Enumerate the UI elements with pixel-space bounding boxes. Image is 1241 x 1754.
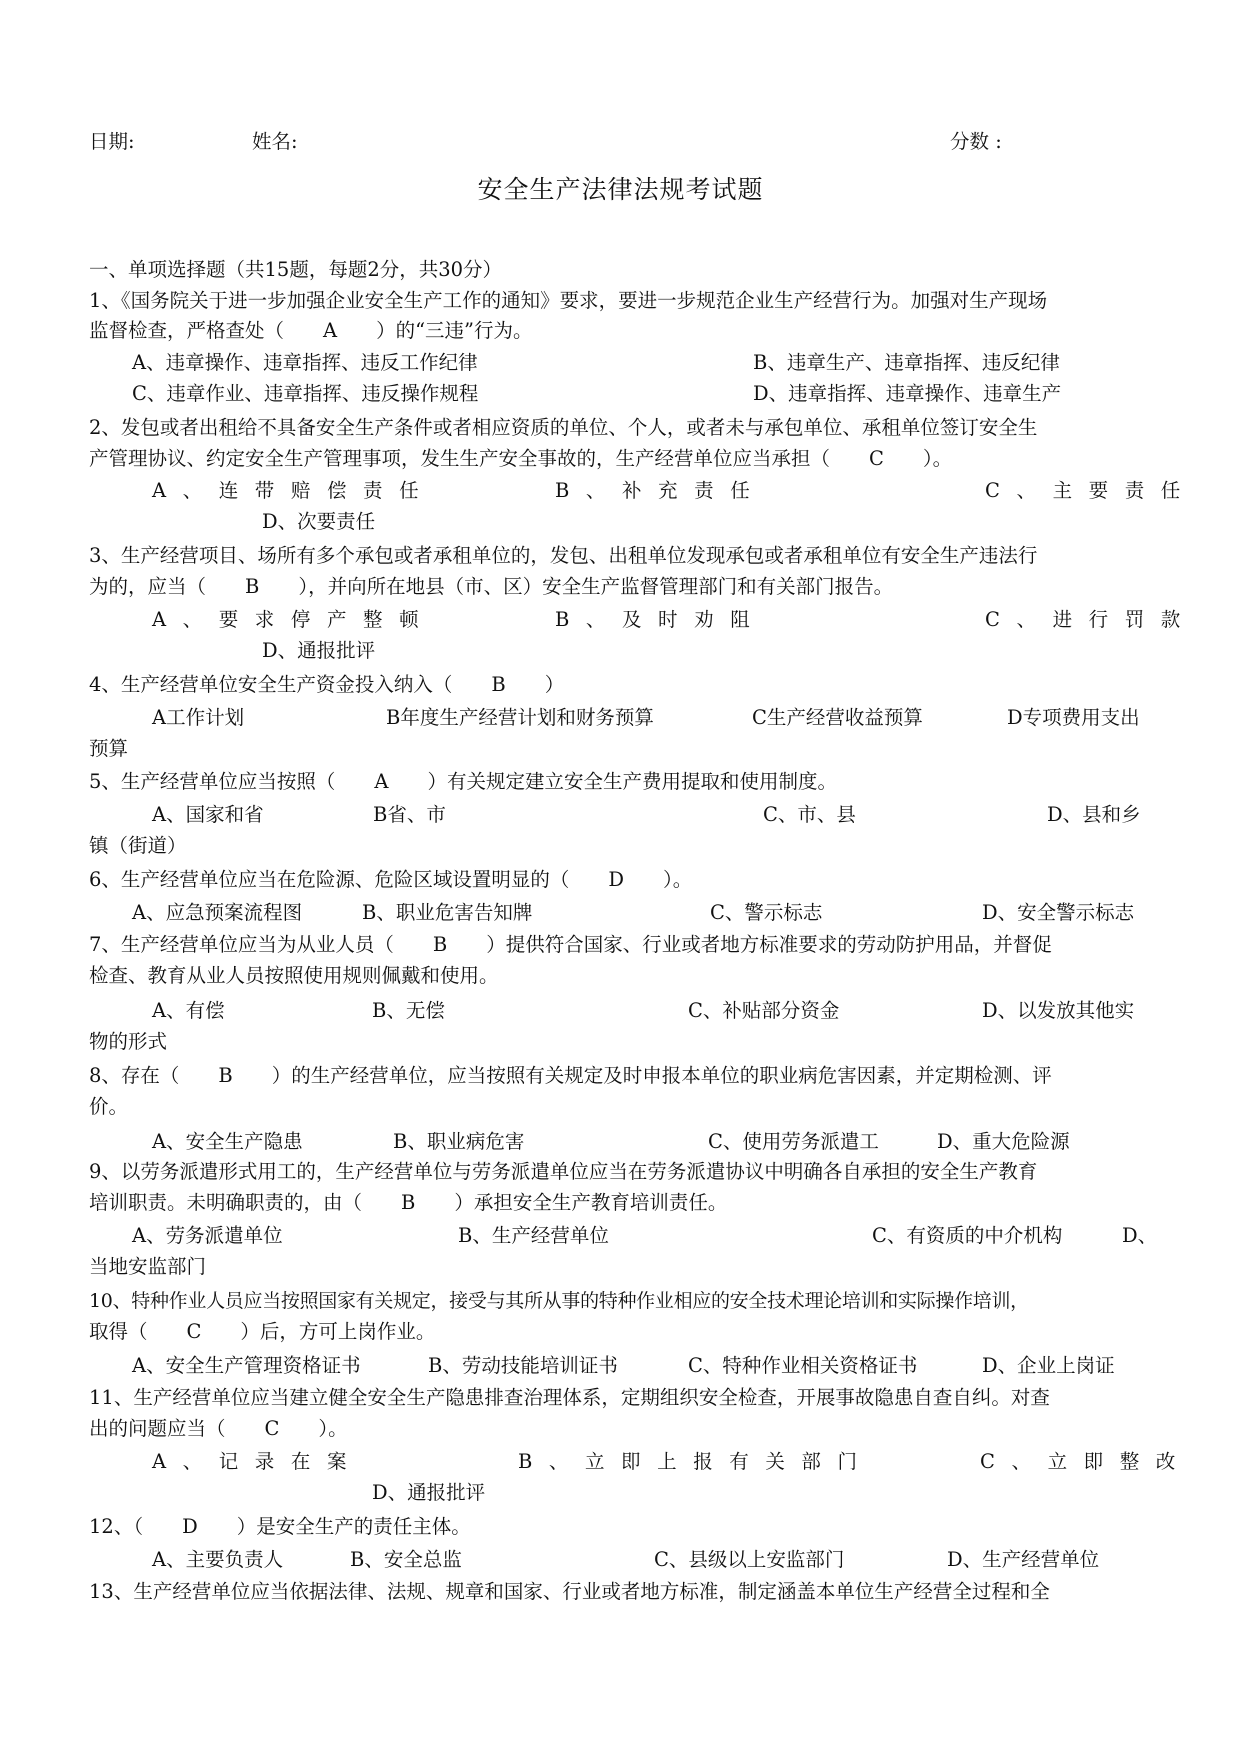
q5-option-c: C、市、县 — [763, 803, 856, 826]
q5-option-d-continued: 镇（街道） — [89, 834, 187, 857]
q1-option-c: C、违章作业、违章指挥、违反操作规程 — [132, 382, 479, 405]
q4-option-d: D专项费用支出 — [1007, 706, 1140, 729]
q7-option-a: A、有偿 — [152, 999, 225, 1022]
q9-option-d: D、 — [1122, 1224, 1158, 1247]
date-label: 日期: — [89, 130, 135, 153]
q8-option-c: C、使用劳务派遣工 — [708, 1130, 879, 1153]
q10-option-c: C、特种作业相关资格证书 — [688, 1354, 918, 1377]
q5-option-a: A、国家和省 — [152, 803, 264, 826]
q5-option-b: B省、市 — [373, 803, 446, 826]
question-1-line-2: 监督检查，严格查处（ A ）的“三违”行为。 — [89, 319, 533, 342]
q7-option-c: C、补贴部分资金 — [688, 999, 840, 1022]
q10-option-b: B、劳动技能培训证书 — [428, 1354, 618, 1377]
question-11-line-2: 出的问题应当（ C ）。 — [89, 1417, 348, 1440]
question-7-line-1: 7、生产经营单位应当为从业人员（ B ）提供符合国家、行业或者地方标准要求的劳动防护用品，并督促 — [89, 933, 1052, 956]
question-12-line-1: 12、（ D ）是安全生产的责任主体。 — [89, 1515, 471, 1538]
name-label: 姓名: — [252, 130, 298, 153]
q6-option-c: C、警示标志 — [710, 901, 823, 924]
q5-option-d: D、县和乡 — [1047, 803, 1141, 826]
page-title: 安全生产法律法规考试题 — [477, 175, 764, 204]
q9-option-b: B、生产经营单位 — [458, 1224, 609, 1247]
q10-option-a: A、安全生产管理资格证书 — [132, 1354, 361, 1377]
q1-option-a: A、违章操作、违章指挥、违反工作纪律 — [132, 351, 478, 374]
q3-option-d: D、通报批评 — [262, 639, 376, 662]
q12-option-c: C、县级以上安监部门 — [654, 1548, 845, 1571]
question-4-line-1: 4、生产经营单位安全生产资金投入纳入（ B ） — [89, 673, 565, 696]
score-label: 分数 : — [950, 130, 1002, 153]
q4-option-b: B年度生产经营计划和财务预算 — [386, 706, 654, 729]
q1-option-d: D、违章指挥、违章操作、违章生产 — [753, 382, 1062, 405]
q4-option-a: A工作计划 — [152, 706, 245, 729]
question-8-line-2: 价。 — [89, 1095, 129, 1118]
q3-option-a: A、要求停产整顿 — [152, 608, 436, 631]
q12-option-d: D、生产经营单位 — [947, 1548, 1100, 1571]
question-8-line-1: 8、存在（ B ）的生产经营单位，应当按照有关规定及时申报本单位的职业病危害因素，并定期检测、评 — [89, 1064, 1052, 1087]
q7-option-b: B、无偿 — [372, 999, 445, 1022]
question-11-line-1: 11、生产经营单位应当建立健全安全生产隐患排查治理体系，定期组织安全检查，开展事故隐患自查自纠。对查 — [89, 1386, 1050, 1409]
q6-option-a: A、应急预案流程图 — [132, 901, 303, 924]
q6-option-d: D、安全警示标志 — [982, 901, 1135, 924]
q12-option-a: A、主要负责人 — [152, 1548, 284, 1571]
question-2-line-2: 产管理协议、约定安全生产管理事项，发生生产安全事故的，生产经营单位应当承担（ C ）。 — [89, 447, 953, 470]
question-1-line-1: 1、《国务院关于进一步加强企业安全生产工作的通知》要求，要进一步规范企业生产经营行为。加强对生产现场 — [89, 289, 1048, 312]
q8-option-b: B、职业病危害 — [393, 1130, 525, 1153]
question-3-line-2: 为的，应当（ B ），并向所在地县（市、区）安全生产监督管理部门和有关部门报告。 — [89, 575, 894, 598]
q9-option-a: A、劳务派遣单位 — [132, 1224, 283, 1247]
q7-option-d: D、以发放其他实 — [982, 999, 1135, 1022]
q6-option-b: B、职业危害告知牌 — [362, 901, 533, 924]
question-10-line-1: 10、特种作业人员应当按照国家有关规定，接受与其所从事的特种作业相应的安全技术理论培训和实际操作培训， — [89, 1290, 1029, 1312]
question-3-line-1: 3、生产经营项目、场所有多个承包或者承租单位的，发包、出租单位发现承包或者承租单位有安全生产违法行 — [89, 544, 1038, 567]
q11-option-a: A、记录在案 — [152, 1450, 364, 1473]
q3-option-c: C、进行罚款 — [985, 608, 1197, 631]
q10-option-d: D、企业上岗证 — [982, 1354, 1115, 1377]
question-13-line-1: 13、生产经营单位应当依据法律、法规、规章和国家、行业或者地方标准，制定涵盖本单位生产经营全过程和全 — [89, 1580, 1050, 1603]
q3-option-b: B、及时劝阻 — [555, 608, 767, 631]
question-6-line-1: 6、生产经营单位应当在危险源、危险区域设置明显的（ D ）。 — [89, 868, 693, 891]
q12-option-b: B、安全总监 — [350, 1548, 462, 1571]
question-5-line-1: 5、生产经营单位应当按照（ A ）有关规定建立安全生产费用提取和使用制度。 — [89, 770, 837, 793]
q9-option-d-continued: 当地安监部门 — [89, 1255, 207, 1278]
question-7-line-2: 检查、教育从业人员按照使用规则佩戴和使用。 — [89, 964, 499, 987]
q1-option-b: B、违章生产、违章指挥、违反纪律 — [753, 351, 1060, 374]
q8-option-d: D、重大危险源 — [937, 1130, 1070, 1153]
section-heading: 一、单项选择题（共15题，每题2分，共30分） — [89, 258, 503, 281]
q11-option-c: C、立即整改 — [980, 1450, 1192, 1473]
q9-option-c: C、有资质的中介机构 — [872, 1224, 1063, 1247]
question-10-line-2: 取得（ C ）后，方可上岗作业。 — [89, 1320, 436, 1343]
q2-option-b: B、补充责任 — [555, 479, 767, 502]
q2-option-c: C、主要责任 — [985, 479, 1197, 502]
q2-option-d: D、次要责任 — [262, 510, 376, 533]
q11-option-d: D、通报批评 — [372, 1481, 486, 1504]
question-2-line-1: 2、发包或者出租给不具备安全生产条件或者相应资质的单位、个人，或者未与承包单位、承租单位签订安全生 — [89, 416, 1038, 439]
question-9-line-1: 9、以劳务派遣形式用工的，生产经营单位与劳务派遣单位应当在劳务派遣协议中明确各自承担的安全生产教育 — [89, 1160, 1038, 1183]
q2-option-a: A、连带赔偿责任 — [152, 479, 436, 502]
q4-option-c: C生产经营收益预算 — [752, 706, 923, 729]
q8-option-a: A、安全生产隐患 — [152, 1130, 303, 1153]
question-9-line-2: 培训职责。未明确职责的，由（ B ）承担安全生产教育培训责任。 — [89, 1191, 728, 1214]
q11-option-b: B、立即上报有关部门 — [518, 1450, 874, 1473]
q4-option-d-continued: 预算 — [89, 737, 129, 760]
q7-option-d-continued: 物的形式 — [89, 1030, 168, 1053]
